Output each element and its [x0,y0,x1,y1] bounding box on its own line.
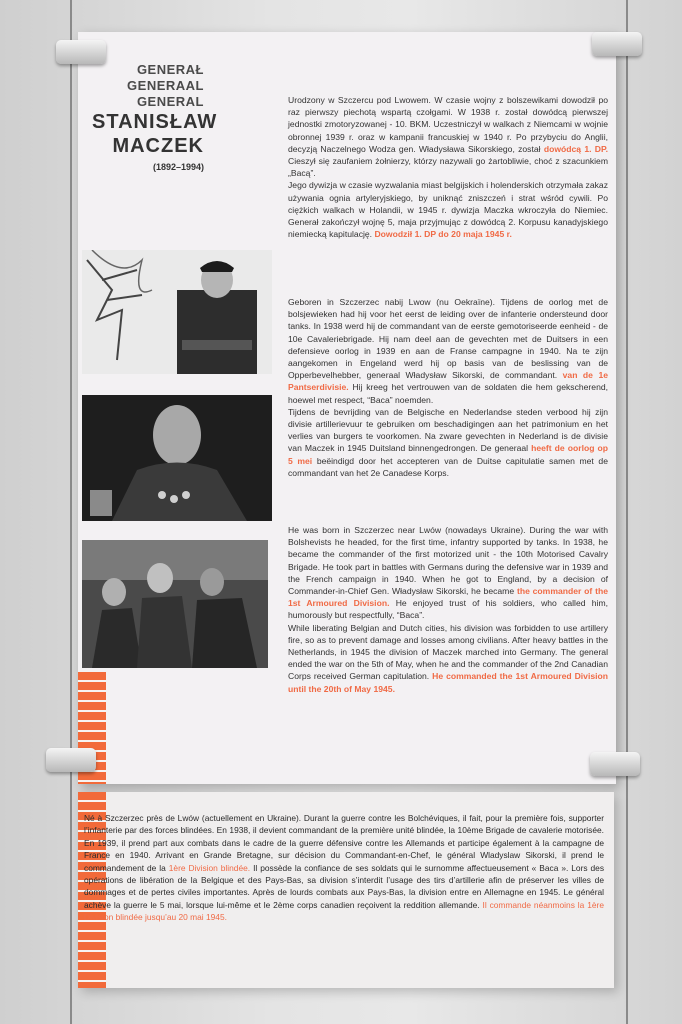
text-polish [288,94,608,240]
text-english [288,524,608,695]
clamp-bottom-left [46,748,96,772]
dutch-para1b: Hij kreeg het vertrouwen van de soldaten die hem gekscherend, hoewel met respect, “Baca” noemden. [288,382,609,405]
english-para1-highlight: the commander of the 1st Armoured Division. [288,586,608,609]
clamp-bottom-right [590,752,640,776]
clamp-top-left [56,40,106,64]
clamp-top-right [592,32,642,56]
english-para1: He was born in Szczerzec near Lwów (nowadays Ukraine). During the war with Bolshevists he headed, for the first time, infantry supported by tanks. In 1938, he became the commander of the first motorized unit - the 10th Motorised Cavalry Brigade. He took part in battles with Germans during the defensive war in 1939 and the French campaign in 1940. When he got to England, by a decision of Commander-in-Chief Gen. Władysław Sikorski, he became [288,525,608,597]
dutch-para1-highlight: van de 1e Pantserdivisie. [288,370,609,393]
english-para2-highlight: He commanded the 1st Armoured Division until the 20th of May 1945. [288,671,609,694]
title-rank-nl: GENERAAL [127,78,204,93]
title-rank-pl: GENERAŁ [136,62,204,77]
french-para1: Né à Szczerzec près de Lwów (actuellement en Ukraine). Durant la guerre contre les Bolchéviques, il fait, pour la première fois, supporter l’infanterie par des forces blindées. En 1938, il devient commandant de la première unité blindée, la 10ème Brigade de cavalerie motorisée. En 1939, il prend part aux combats dans le cadre de la guerre défensive contre les Allemands et participe également à la campagne de France en 1940. Arrivant en Grande Bretagne, sur décision du Commandant-en-Chef, le général Wladyslaw Sikorski, il prend le commandement de la [84,813,604,873]
title-last-name: MACZEK [112,135,204,157]
text-french [84,812,604,924]
french-para1-highlight: 1ère Division blindée. [168,862,251,873]
dutch-para2-highlight: heeft de oorlog op 5 mei [288,443,609,466]
dutch-para2b: beëindigd door het accepteren van de Duitse capitulatie samen met de commandant van het 2e Canadese Korps. [288,455,608,478]
dutch-para2: Tijdens de bevrijding van de Belgische en Nederlandse steden verbood hij zijn divisie artillerievuur te gebruiken om beschadigingen aan het patrimonium en het verlies van burgers te voorkomen. Na zware gevechten in Nederland is de divisie van Maczek in 1945 Duitsland binnengedrongen. De generaal [288,406,608,454]
dutch-para1: Geboren in Szczerzec nabij Lwow (nu Oekraïne). Tijdens de oorlog met de bolsjewieken had hij voor het eerst de leiding over de infanterie ondersteund door tanks. In 1938 werd hij de commandant van de eerste gemotoriseerde eenheid - de 10e Cavaleriebrigade. Hij nam deel aan de gevechten met de Duitsers in een defensieve oorlog in 1939 en aan de Franse campagne in 1940. Na te zijn aangekomen in Engeland werd hij op basis van de beslissing van de Opperbevelhebber, generaal Władysław Sikorski, de commandant. [288,297,608,381]
text-dutch [288,296,608,479]
polish-para1: Urodzony w Szczercu pod Lwowem. W czasie wojny z bolszewikami dowodził po raz pierwszy piechotą wspartą czołgami. W 1938 r. został dowódcą pierwszej jednostki zmotoryzowanej - 10. BKM. Uczestniczył w walkach z Niemcami w wojnie obronnej 1939 r. oraz w kampanii francuskiej w 1940 r. Po przybyciu do Anglii, decyzją Naczelnego Wodza gen. Władysława Sikorskiego, został [288,95,608,154]
title-dates: (1892–1994) [152,162,204,172]
polish-para2: Jego dywizja w czasie wyzwalania miast belgijskich i holenderskich otrzymała zakaz używania ognia artyleryjskiego, by uniknąć zniszczeń i strat wśród cywili. Po ciężkich walkach w Holandii, w 1945 r. dywizja Maczka wkroczyła do Niemiec. Generał zakończył wojnę 5, maja przyjmując z dowódcą 2. Korpusu kanadyjskiego niemiecką kapitulację. [288,180,609,240]
polish-para2-highlight: Dowodził 1. DP do 20 maja 1945 r. [374,229,512,240]
french-para1b: Il possède la confiance de ses soldats qui le surnomme affectueusement « Baca ». Lors des opérations de libération de la Belgique et des Pays-Bas, sa division s’interdit l’usage des tirs d’artillerie afin de préserver les villes de dommages et de pertes civiles importantes. Après de lourds combats aux Pays-Bas, la division entre en Allemagne en 1945. Le général achève la guerre le 5 mai, lorsque lui-même et le 2ème corps canadien reçoivent la reddition allemande. [84,862,605,910]
title-first-name: STANISŁAW [92,111,218,133]
french-para1c-highlight: Il commande néanmoins la 1ère Division blindée jusqu’au 20 mai 1945. [84,899,604,923]
photo-general-with-officers [82,540,268,668]
english-para2: While liberating Belgian and Dutch cities, his division was forbidden to use artillery fire, so as to prevent damage and losses among civilians. After heavy battles in the Netherlands, in 1945 the division of Maczek marched into Germany. The general ended the war on the 5th of May, when he and the commander of the 2nd Canadian Corps received German capitulation. [288,622,608,682]
polish-para1-highlight: dowódcą 1. DP. [543,143,609,154]
photo-general-portrait [82,395,272,521]
english-para1b: He enjoyed trust of his soldiers, who called him, humorously but respectfully, “Baca”. [288,598,608,621]
hanging-wire-right [626,0,628,1024]
photo-general-standing [82,250,272,374]
hanging-wire-left [70,0,72,1024]
polish-para1b: Cieszył się zaufaniem żołnierzy, którzy nazywali go żartobliwie, choć z szacunkiem „Bacą”. [288,156,608,179]
title-block [92,62,218,172]
title-rank-en: GENERAL [136,94,204,109]
